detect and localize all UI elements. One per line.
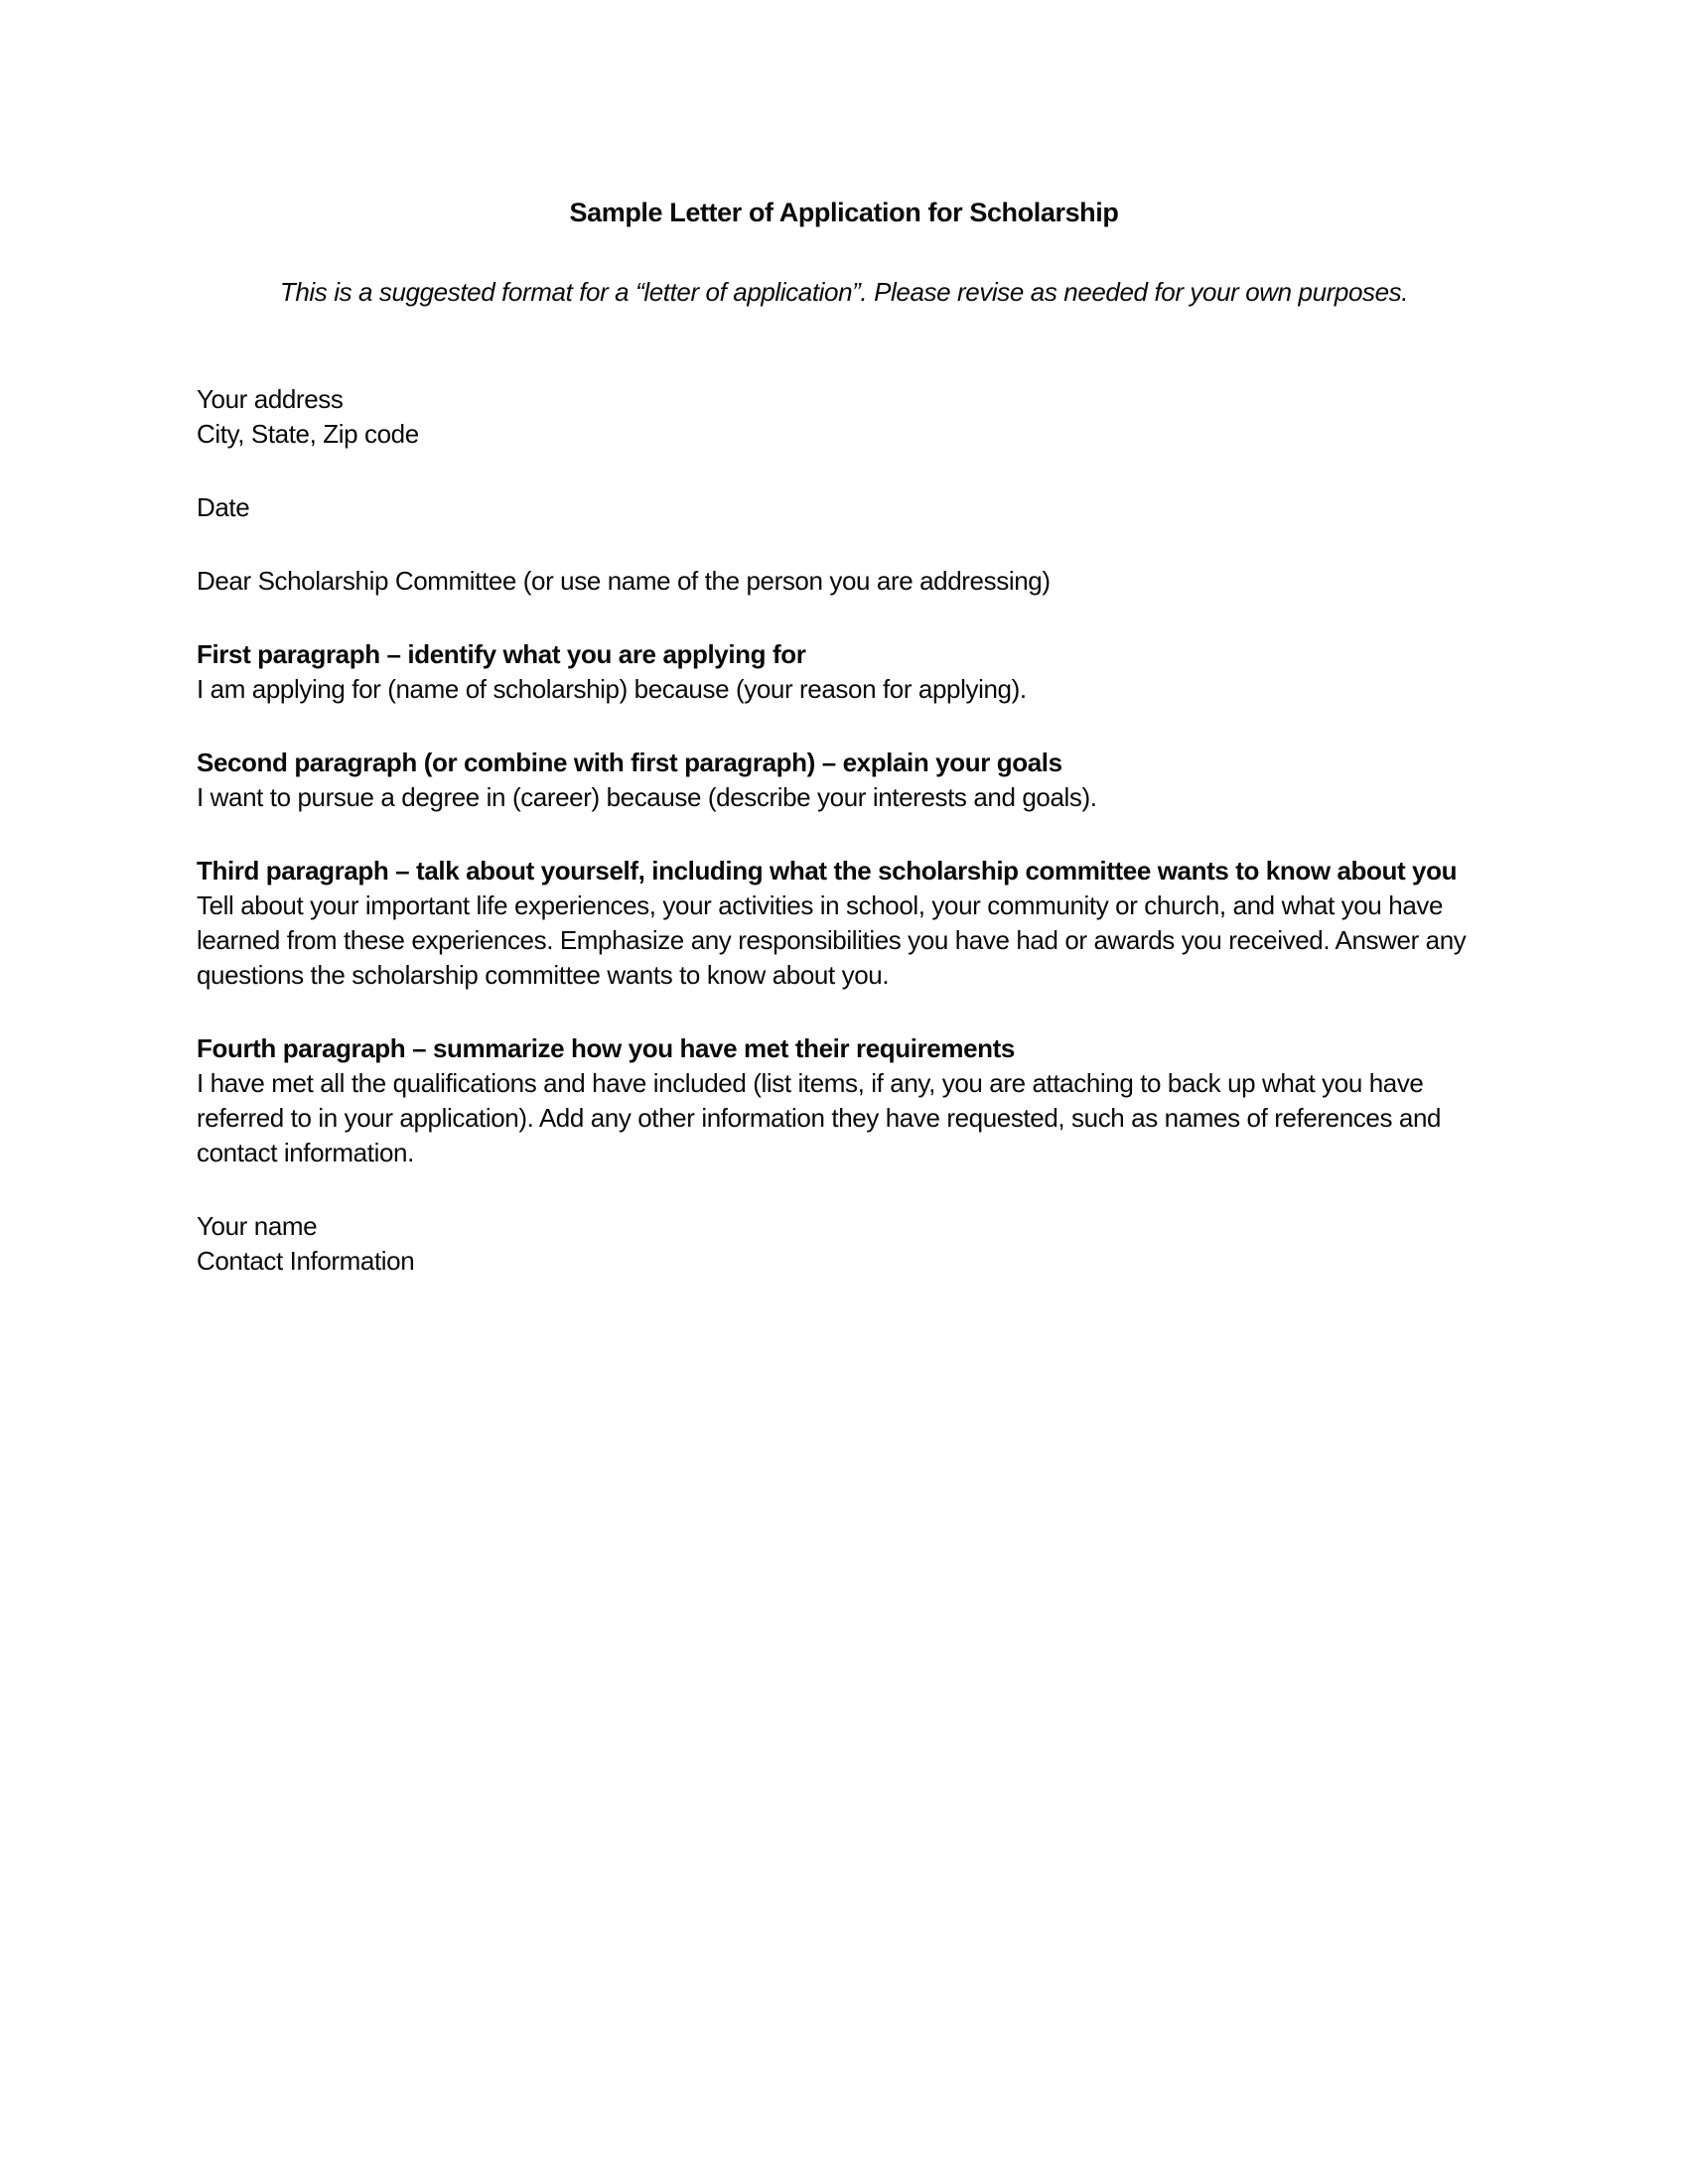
paragraph-first-heading: First paragraph – identify what you are applying for <box>197 639 806 669</box>
signature-contact: Contact Information <box>197 1246 415 1276</box>
paragraph-first <box>197 637 1491 707</box>
signature-name: Your name <box>197 1211 318 1241</box>
paragraph-second <box>197 746 1491 815</box>
document-title: Sample Letter of Application for Scholarship <box>569 198 1119 227</box>
date-line: Date <box>197 492 250 522</box>
paragraph-fourth <box>197 1031 1491 1170</box>
paragraph-third-body: Tell about your important life experiences, your activities in school, your community or church, and what you have learned from these experiences. Emphasize any responsibilities you have had or awards you received. Answer any questions the scholarship committee wants to know about you. <box>197 890 1467 990</box>
address-line-1: Your address <box>197 384 344 414</box>
paragraph-second-heading: Second paragraph (or combine with first paragraph) – explain your goals <box>197 748 1062 777</box>
paragraph-fourth-body: I have met all the qualifications and have included (list items, if any, you are attaching to back up what you have referred to in your application). Add any other information they have requested, such as names of references and contact information. <box>197 1068 1442 1167</box>
address-line-2: City, State, Zip code <box>197 419 419 449</box>
signature-block <box>197 1209 1491 1279</box>
paragraph-third <box>197 854 1491 993</box>
sender-address-block <box>197 382 1491 452</box>
paragraph-fourth-heading: Fourth paragraph – summarize how you have met their requirements <box>197 1033 1015 1063</box>
paragraph-third-heading: Third paragraph – talk about yourself, including what the scholarship committee wants to know about you <box>197 856 1458 886</box>
paragraph-second-body: I want to pursue a degree in (career) because (describe your interests and goals). <box>197 782 1097 812</box>
salutation-line: Dear Scholarship Committee (or use name of the person you are addressing) <box>197 566 1051 596</box>
paragraph-first-body: I am applying for (name of scholarship) because (your reason for applying). <box>197 674 1027 704</box>
document-subtitle: This is a suggested format for a “letter of application”. Please revise as needed for your own purposes. <box>279 277 1409 307</box>
